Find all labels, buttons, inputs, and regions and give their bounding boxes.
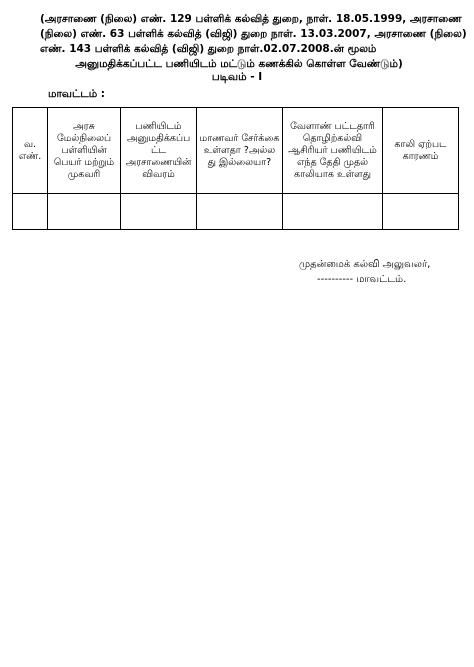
column-header-school-name-address: அரசு மேல்நிலைப் பள்ளியின் பெயர் மற்றும் முகவரி bbox=[48, 108, 121, 194]
vacancy-table bbox=[12, 107, 459, 230]
header-line-1: (அரசாணை (நிலை) எண். 129 பள்ளிக் கல்வித் துறை, நாள். 18.05.1999, அரசாணை bbox=[40, 13, 462, 25]
column-header-sanction-order: பணியிடம் அனுமதிக்கப்ப ட்ட அரசாணையின் விவரம் bbox=[121, 108, 197, 194]
column-header-vacancy-date: வேளாண் பட்டதாரி தொழிற்கல்வி ஆசிரியர் பணியிடம் எந்த தேதி முதல் காலியாக உள்ளது bbox=[283, 108, 383, 194]
header-line-2: (நிலை) எண். 63 பள்ளிக் கல்வித் (விஜி) துறை நாள். 13.03.2007, அரசாணை (நிலை) bbox=[40, 28, 467, 40]
form-number: படிவம் - I bbox=[211, 71, 263, 83]
header-notice bbox=[40, 12, 467, 72]
column-header-serial-no: வ. எண். bbox=[13, 108, 48, 194]
district-label: மாவட்டம் : bbox=[48, 88, 106, 100]
column-header-student-enrolment: மாணவர் சேர்க்கை உள்ளதா ?அல்ல து இல்லையா? bbox=[197, 108, 283, 194]
table-cell bbox=[121, 194, 197, 230]
table-cell bbox=[197, 194, 283, 230]
signature-title: முதன்மைக் கல்வி அலுவலர், bbox=[299, 259, 431, 270]
table-cell bbox=[383, 194, 459, 230]
column-header-vacancy-reason: காலி ஏற்பட காரணம் bbox=[383, 108, 459, 194]
table-cell bbox=[48, 194, 121, 230]
header-line-4: அனுமதிக்கப்பட்ட பணியிடம் மட்டும் கணக்கில் கொள்ள வேண்டும்) bbox=[75, 58, 403, 70]
table-header-row bbox=[13, 108, 459, 194]
table-cell bbox=[283, 194, 383, 230]
signature-block bbox=[299, 257, 430, 287]
header-line-3: எண். 143 பள்ளிக் கல்வித் (விஜி) துறை நாள்.02.07.2008.ன் மூலம் bbox=[40, 43, 377, 55]
table-cell bbox=[13, 194, 48, 230]
signature-district: ---------- மாவட்டம். bbox=[317, 274, 407, 285]
table-row bbox=[13, 194, 459, 230]
